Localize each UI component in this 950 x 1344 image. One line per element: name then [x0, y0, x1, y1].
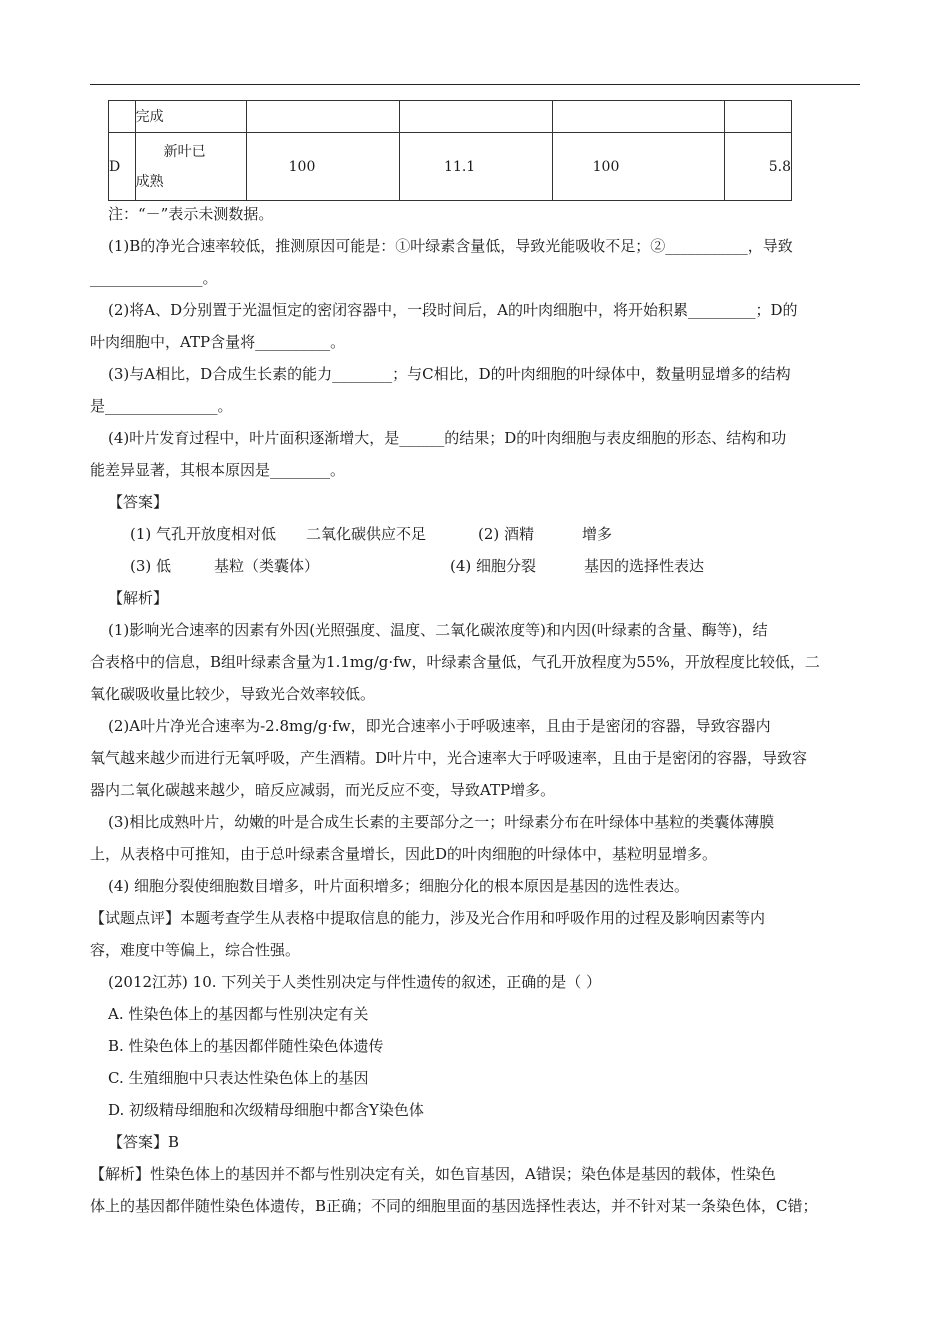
analysis-10-line-2: 体上的基因都伴随性染色体遗传，B正确；不同的细胞里面的基因选择性表达，并不针对某一条染色体，C错； [90, 1197, 818, 1215]
group-cell [109, 101, 136, 133]
question-4-line-1: (4)叶片发育过程中，叶片面积逐渐增大，是______的结果；D的叶肉细胞与表皮细胞的形态、结构和功 [108, 429, 787, 447]
value-cell [246, 101, 399, 133]
analysis-text: (3)相比成熟叶片，幼嫩的叶是合成生长素的主要部分之一；叶绿素分布在叶绿体中基粒的类囊体薄膜 [108, 813, 775, 831]
analysis-text: 合表格中的信息，B组叶绿素含量为1.1mg/g·fw，叶绿素含量低，气孔开放程度为55%，开放程度比较低，二 [90, 653, 820, 671]
analysis-text: (4) 细胞分裂使细胞数目增多，叶片面积增多；细胞分化的根本原因是基因的选性表达。 [108, 877, 690, 895]
stage-cell [135, 133, 246, 201]
option-b: B. 性染色体上的基因都伴随性染色体遗传 [108, 1037, 384, 1055]
stage-cell: 完成 [135, 101, 246, 133]
value-cell [400, 101, 553, 133]
question-3-line-1: (3)与A相比，D合成生长素的能力________；与C相比，D的叶肉细胞的叶绿体中，数量明显增多的结构 [108, 365, 791, 383]
value-cell: 5.8 [724, 133, 791, 201]
comment-text: 容，难度中等偏上，综合性强。 [90, 941, 301, 959]
analysis-10-line-1: 【解析】性染色体上的基因并不都与性别决定有关，如色盲基因，A错误；染色体是基因的载体，性染色 [90, 1165, 776, 1183]
question-2-line-1: (2)将A、D分别置于光温恒定的密闭容器中，一段时间后，A的叶肉细胞中，将开始积累_________；D的 [108, 301, 798, 319]
value-cell: 100 [246, 133, 399, 201]
answer-item: 二氧化碳供应不足 [306, 525, 427, 543]
option-c: C. 生殖细胞中只表达性染色体上的基因 [108, 1069, 369, 1087]
question-2-line-2: 叶肉细胞中，ATP含量将__________。 [90, 333, 346, 351]
question-1-line-2: _______________。 [90, 269, 218, 287]
answer-item: 增多 [582, 525, 613, 543]
comment-text: 【试题点评】本题考查学生从表格中提取信息的能力，涉及光合作用和呼吸作用的过程及影响因素等内 [90, 909, 766, 927]
question-4-line-2: 能差异显著，其根本原因是________。 [90, 461, 346, 479]
value-cell [552, 101, 724, 133]
stage-text: 新叶已成熟 [135, 143, 206, 190]
table-note: 注：“－”表示未测数据。 [108, 205, 274, 223]
answer-heading: 【答案】 [108, 493, 169, 511]
answer-row-2 [90, 550, 860, 582]
answer-row-1 [90, 518, 860, 550]
table-row [109, 133, 792, 201]
analysis-text: 上，从表格中可推知，由于总叶绿素含量增长，因此D的叶肉细胞的叶绿体中，基粒明显增多。 [90, 845, 718, 863]
answer-item: (2) 酒精 [478, 525, 535, 543]
analysis-text: 氧化碳吸收量比较少，导致光合效率较低。 [90, 685, 376, 703]
option-d: D. 初级精母细胞和次级精母细胞中都含Y染色体 [108, 1101, 424, 1119]
answer-item: (1) 气孔开放度相对低 [130, 525, 277, 543]
header-rule [90, 84, 860, 85]
data-table [108, 100, 792, 201]
analysis-heading: 【解析】 [108, 589, 169, 607]
analysis-text: 器内二氧化碳越来越少，暗反应减弱，而光反应不变，导致ATP增多。 [90, 781, 556, 799]
document-body [90, 198, 860, 1222]
analysis-text: (1)影响光合速率的因素有外因(光照强度、温度、二氧化碳浓度等)和内因(叶绿素的含量、酶等)，结 [108, 621, 768, 639]
value-cell: 100 [552, 133, 724, 201]
question-10-stem: (2012江苏) 10. 下列关于人类性别决定与伴性遗传的叙述，正确的是（ ） [108, 973, 602, 991]
question-3-line-2: 是_______________。 [90, 397, 233, 415]
analysis-text: 氧气越来越少而进行无氧呼吸，产生酒精。D叶片中，光合速率大于呼吸速率，且由于是密闭的容器，导致容 [90, 749, 808, 767]
answer-item: 基因的选择性表达 [584, 557, 705, 575]
answer-item: (3) 低 [130, 557, 172, 575]
answer-10: 【答案】B [108, 1133, 180, 1151]
analysis-text: (2)A叶片净光合速率为-2.8mg/g·fw，即光合速率小于呼吸速率，且由于是密闭的容器，导致容器内 [108, 717, 771, 735]
answer-item: (4) 细胞分裂 [450, 557, 537, 575]
table-row [109, 101, 792, 133]
answer-item: 基粒（类囊体） [214, 557, 320, 575]
option-a: A. 性染色体上的基因都与性别决定有关 [108, 1005, 369, 1023]
value-cell [724, 101, 791, 133]
question-1-line-1: (1)B的净光合速率较低，推测原因可能是：①叶绿素含量低，导致光能吸收不足；②___________，导致 [108, 237, 793, 255]
group-cell: D [109, 133, 136, 201]
value-cell: 11.1 [400, 133, 553, 201]
